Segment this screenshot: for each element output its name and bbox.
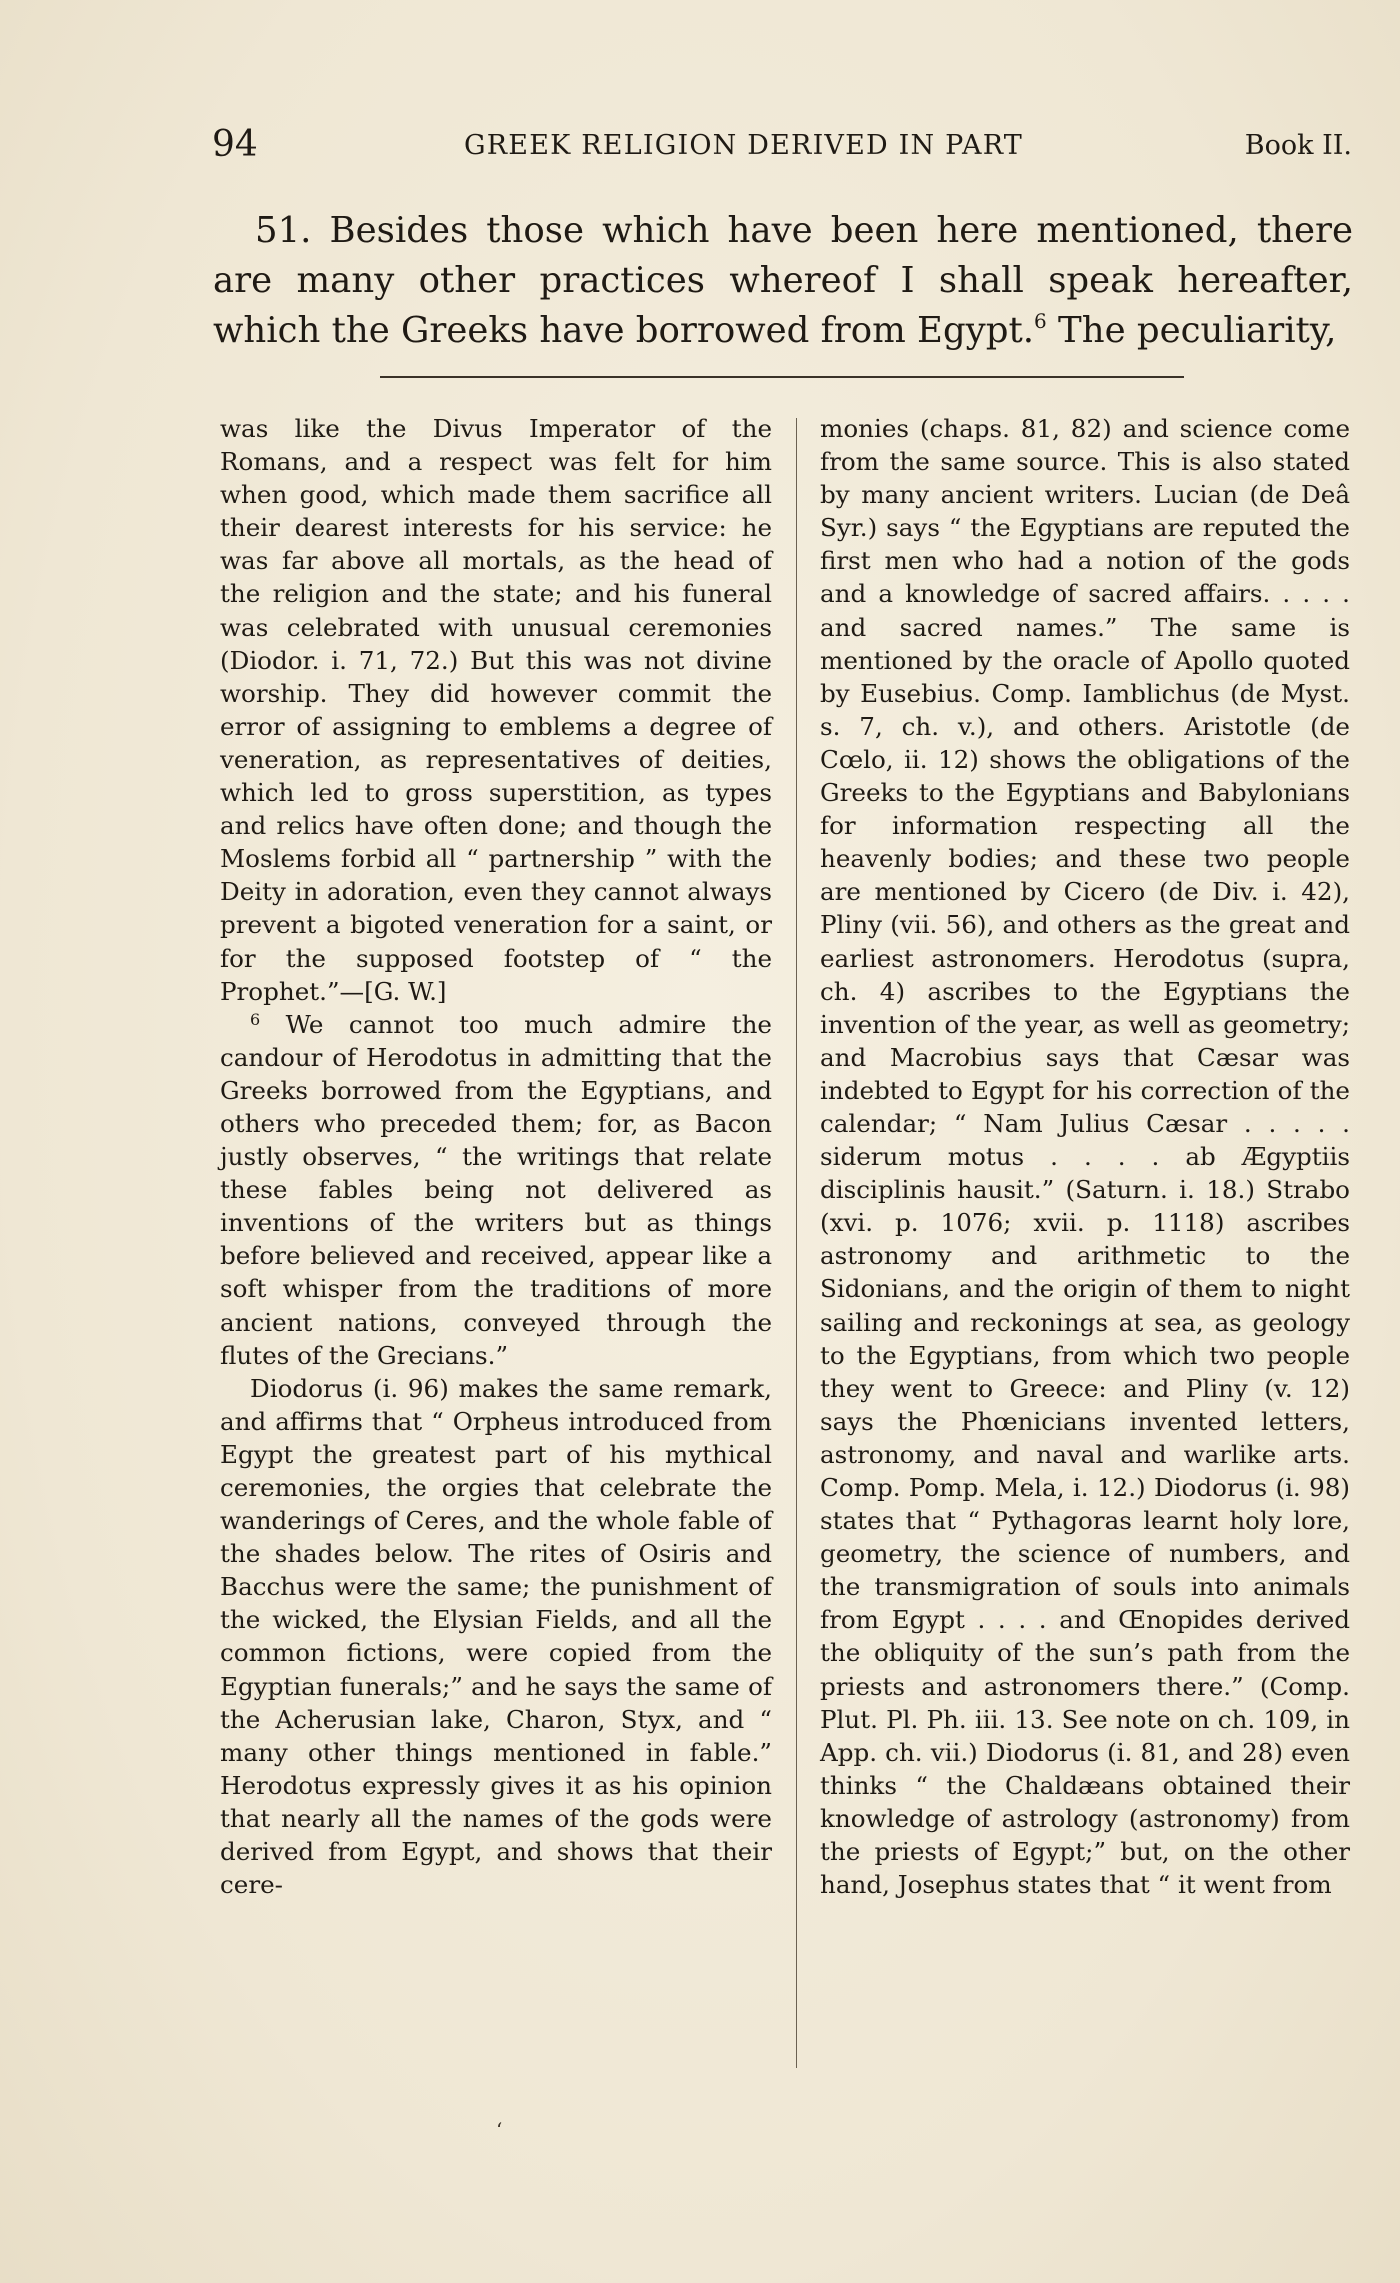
running-title: GREEK RELIGION DERIVED IN PART (464, 130, 1023, 161)
note-marker: 6 (250, 1009, 261, 1029)
note-paragraph (220, 1008, 772, 1372)
page-speck: ‘ (496, 2118, 503, 2142)
note-paragraph (820, 412, 1350, 1901)
notes-column-right (820, 412, 1350, 1901)
running-head (212, 124, 1360, 164)
footnote-rule (380, 376, 1184, 378)
page-number: 94 (212, 124, 258, 165)
footnote-marker: 6 (1034, 309, 1047, 333)
notes-column-left (220, 412, 772, 1901)
note-text: Diodorus (i. 96) makes the same remark, and affirms that “ Orpheus introduced from Egypt the greatest part of his mythical ceremonies, the orgies that celebrate the wanderings of Ceres, and the whole fable of the shades below. The rites of Osiris and Bacchus were the same; the punishment of the wicked, the Elysian Fields, and all the common fictions, were copied from the Egyptian funerals;” and he says the same of the Acherusian lake, Charon, Styx, and “ many other things mentioned in fable.” Herodotus expressly gives it as his opinion that nearly all the names of the gods were derived from Egypt, and shows that their cere- (220, 1373, 772, 1900)
note-text: We cannot too much admire the candour of Herodotus in admitting that the Greeks borrowed from the Egyptians, and others who preceded them; for, as Bacon justly observes, “ the writings that relate these fables being not delivered as inventions of the writers but as things before believed and received, appear like a soft whisper from the traditions of more ancient nations, conveyed through the flutes of the Grecians.” (220, 1009, 772, 1370)
note-text: was like the Divus Imperator of the Romans, and a respect was felt for him when good, which made them sacrifice all their dearest interests for his service: he was far above all mortals, as the head of the religion and the state; and his funeral was celebrated with unusual ceremonies (Diodor. i. 71, 72.) But this was not divine worship. They did however commit the error of assigning to emblems a degree of veneration, as representatives of deities, which led to gross superstition, as types and relics have often done; and though the Moslems forbid all “ partnership ” with the Deity in adoration, even they cannot always prevent a bigoted veneration for a saint, or for the supposed footstep of “ the Prophet.”—[G. W.] (220, 414, 772, 1006)
main-paragraph-text: 51. Besides those which have been here mentioned, there are many other practices whereof I shall speak hereafter, which the Greeks have borrowed from Egypt. (213, 210, 1353, 351)
note-text: monies (chaps. 81, 82) and science come from the same source. This is also stated by many ancient writers. Lucian (de Deâ Syr.) says “ the Egyptians are reputed the first men who had a notion of the gods and a knowledge of sacred affairs. . . . . and sacred names.” The same is mentioned by the oracle of Apollo quoted by Eusebius. Comp. Iamblichus (de Myst. s. 7, ch. v.), and others. Aristotle (de Cœlo, ii. 12) shows the obligations of the Greeks to the Egyptians and Babylonians for information respecting all the heavenly bodies; and these two people are mentioned by Cicero (de Div. i. 42), Pliny (vii. 56), and others as the great and earliest astronomers. Herodotus (supra, ch. 4) ascribes to the Egyptians the invention of the year, as well as geometry; and Macrobius says that Cæsar was indebted to Egypt for his correction of the calendar; “ Nam Julius Cæsar . . . . . siderum motus . . . . ab Ægyptiis disciplinis hausit.” (Saturn. i. 18.) Strabo (xvi. p. 1076; xvii. p. 1118) ascribes astronomy and arithmetic to the Sidonians, and the origin of them to night sailing and reckonings at sea, as geology to the Egyptians, from which two people they went to Greece: and Pliny (v. 12) says the Phœnicians invented letters, astronomy, and naval and warlike arts. Comp. Pomp. Mela, i. 12.) Diodorus (i. 98) states that “ Pythagoras learnt holy lore, geometry, the science of numbers, and the transmigration of souls into animals from Egypt . . . . and Œnopides derived the obliquity of the sun’s path from the priests and astronomers there.” (Comp. Plut. Pl. Ph. iii. 13. See note on ch. 109, in App. ch. vii.) Diodorus (i. 81, and 28) even thinks “ the Chaldæans obtained their knowledge of astrology (astronomy) from the priests of Egypt;” but, on the other hand, Josephus states that “ it went from (820, 414, 1350, 1900)
main-text (213, 206, 1353, 356)
note-paragraph (220, 412, 772, 1008)
column-divider (796, 418, 797, 2068)
note-paragraph (220, 1372, 772, 1902)
main-paragraph-tail: The peculiarity, (1046, 310, 1337, 351)
book-label: Book II. (1244, 130, 1352, 161)
main-paragraph (213, 206, 1353, 356)
